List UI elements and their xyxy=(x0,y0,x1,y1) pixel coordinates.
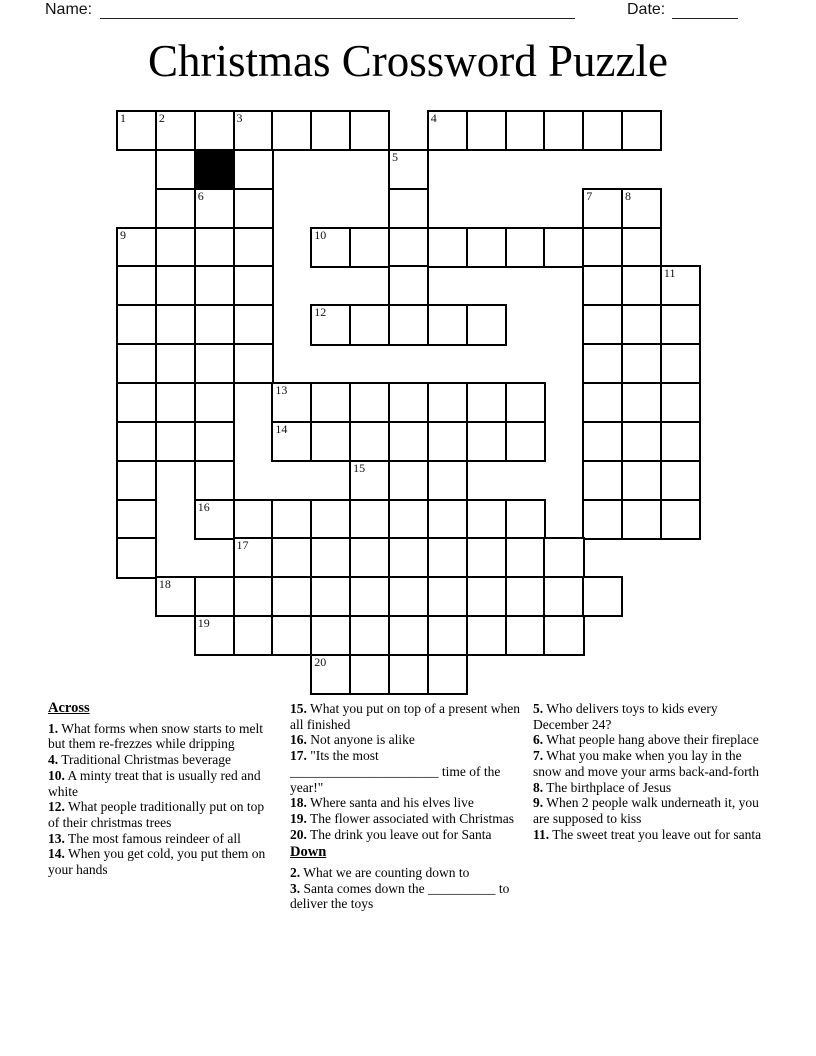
crossword-grid xyxy=(116,110,699,693)
grid-cell-r5c6[interactable] xyxy=(349,304,390,345)
clue-number-label: 17. xyxy=(290,748,307,764)
grid-cell-r10c10[interactable] xyxy=(505,499,546,540)
clue-number-label: 3. xyxy=(290,880,301,896)
clue-number-label: 11. xyxy=(533,826,550,842)
grid-cell-r5c12[interactable] xyxy=(582,304,623,345)
grid-cell-r3c8[interactable] xyxy=(427,227,468,268)
clue-across-19 xyxy=(290,811,523,827)
cell-number-2: 2 xyxy=(158,111,165,125)
grid-cell-r2c12[interactable] xyxy=(582,188,623,229)
grid-cell-r12c6[interactable] xyxy=(349,576,390,617)
clue-text: What people traditionally put on top of their christmas trees xyxy=(48,799,265,830)
clue-text: What you make when you lay in the snow and move your arms back-and-forth xyxy=(533,748,760,779)
cell-number-10: 10 xyxy=(314,227,327,242)
grid-cell-r3c1[interactable] xyxy=(155,227,196,268)
grid-cell-r5c8[interactable] xyxy=(427,304,468,345)
grid-cell-r13c10[interactable] xyxy=(505,615,546,656)
clue-down-3 xyxy=(290,881,523,912)
grid-cell-r7c7[interactable] xyxy=(388,382,429,423)
clue-across-17 xyxy=(290,748,523,795)
grid-cell-r3c7[interactable] xyxy=(388,227,429,268)
name-label: Name: xyxy=(45,1,93,18)
clue-text: What people hang above their fireplace xyxy=(543,732,759,748)
grid-cell-r14c6[interactable] xyxy=(349,654,390,695)
grid-cell-r9c2[interactable] xyxy=(194,460,235,501)
clue-number-label: 16. xyxy=(290,732,307,748)
clue-across-14 xyxy=(48,846,278,877)
grid-cell-r4c12[interactable] xyxy=(582,265,623,306)
grid-cell-r12c11[interactable] xyxy=(543,576,584,617)
clue-down-2 xyxy=(290,865,523,881)
cell-number-4: 4 xyxy=(430,111,437,125)
cell-number-20: 20 xyxy=(314,654,327,669)
grid-cell-r8c4[interactable] xyxy=(271,421,312,462)
grid-cell-r3c11[interactable] xyxy=(543,227,584,268)
grid-cell-r10c8[interactable] xyxy=(427,499,468,540)
grid-cell-r7c2[interactable] xyxy=(194,382,235,423)
grid-cell-r9c7[interactable] xyxy=(388,460,429,501)
blocked-cell-r1c2 xyxy=(194,149,235,190)
grid-cell-r1c1[interactable] xyxy=(155,149,196,190)
clue-across-10 xyxy=(48,768,278,799)
grid-cell-r12c5[interactable] xyxy=(310,576,351,617)
grid-cell-r13c7[interactable] xyxy=(388,615,429,656)
cell-number-19: 19 xyxy=(197,616,210,631)
clue-down-7 xyxy=(533,748,771,779)
grid-cell-r13c6[interactable] xyxy=(349,615,390,656)
clue-number-label: 9. xyxy=(533,795,544,811)
grid-cell-r6c2[interactable] xyxy=(194,343,235,384)
clue-text: The sweet treat you leave out for santa xyxy=(549,826,762,842)
grid-cell-r7c5[interactable] xyxy=(310,382,351,423)
grid-cell-r12c1[interactable] xyxy=(155,576,196,617)
clue-text: Where santa and his elves live xyxy=(306,795,474,811)
grid-cell-r10c13[interactable] xyxy=(621,499,662,540)
grid-cell-r3c9[interactable] xyxy=(466,227,507,268)
grid-cell-r0c5[interactable] xyxy=(310,110,351,151)
grid-cell-r0c3[interactable] xyxy=(233,110,274,151)
grid-cell-r5c13[interactable] xyxy=(621,304,662,345)
grid-cell-r10c3[interactable] xyxy=(233,499,274,540)
cell-number-11: 11 xyxy=(663,266,676,281)
grid-cell-r3c13[interactable] xyxy=(621,227,662,268)
date-label: Date: xyxy=(627,1,666,18)
cell-number-12: 12 xyxy=(314,305,327,320)
cell-number-17: 17 xyxy=(236,538,249,553)
grid-cell-r8c9[interactable] xyxy=(466,421,507,462)
grid-cell-r3c5[interactable] xyxy=(310,227,351,268)
clue-text: "Its the most ______________________ time of the year!" xyxy=(290,748,501,795)
grid-cell-r9c14[interactable] xyxy=(660,460,701,501)
grid-cell-r3c3[interactable] xyxy=(233,227,274,268)
grid-cell-r12c7[interactable] xyxy=(388,576,429,617)
grid-cell-r4c1[interactable] xyxy=(155,265,196,306)
clue-number-label: 13. xyxy=(48,830,65,846)
grid-cell-r2c7[interactable] xyxy=(388,188,429,229)
grid-cell-r12c10[interactable] xyxy=(505,576,546,617)
grid-cell-r7c1[interactable] xyxy=(155,382,196,423)
grid-cell-r3c2[interactable] xyxy=(194,227,235,268)
grid-cell-r0c8[interactable] xyxy=(427,110,468,151)
clue-number-label: 1. xyxy=(48,720,59,736)
cell-number-14: 14 xyxy=(275,421,288,436)
grid-cell-r5c7[interactable] xyxy=(388,304,429,345)
clue-number-label: 7. xyxy=(533,748,544,764)
cell-number-16: 16 xyxy=(197,499,210,514)
clue-number-label: 2. xyxy=(290,865,301,881)
grid-cell-r1c7[interactable] xyxy=(388,149,429,190)
grid-cell-r14c5[interactable] xyxy=(310,654,351,695)
grid-cell-r0c6[interactable] xyxy=(349,110,390,151)
grid-cell-r11c3[interactable] xyxy=(233,537,274,578)
clues-column-1 xyxy=(48,701,278,878)
grid-cell-r6c12[interactable] xyxy=(582,343,623,384)
grid-cell-r9c0[interactable] xyxy=(116,460,157,501)
grid-cell-r12c8[interactable] xyxy=(427,576,468,617)
grid-cell-r10c2[interactable] xyxy=(194,499,235,540)
clue-text: The most famous reindeer of all xyxy=(64,830,241,846)
grid-cell-r5c14[interactable] xyxy=(660,304,701,345)
grid-cell-r2c2[interactable] xyxy=(194,188,235,229)
grid-cell-r11c10[interactable] xyxy=(505,537,546,578)
grid-cell-r13c2[interactable] xyxy=(194,615,235,656)
clue-number-label: 19. xyxy=(290,810,307,826)
clue-across-4 xyxy=(48,752,278,768)
clue-number-label: 20. xyxy=(290,826,307,842)
grid-cell-r8c0[interactable] xyxy=(116,421,157,462)
grid-cell-r14c8[interactable] xyxy=(427,654,468,695)
clue-text: When 2 people walk underneath it, you are supposed to kiss xyxy=(533,795,759,826)
cell-number-7: 7 xyxy=(586,188,593,203)
clue-down-6 xyxy=(533,732,771,748)
grid-cell-r0c13[interactable] xyxy=(621,110,662,151)
grid-cell-r0c4[interactable] xyxy=(271,110,312,151)
clue-number-label: 8. xyxy=(533,779,544,795)
grid-cell-r8c2[interactable] xyxy=(194,421,235,462)
grid-cell-r5c3[interactable] xyxy=(233,304,274,345)
grid-cell-r6c14[interactable] xyxy=(660,343,701,384)
grid-cell-r7c8[interactable] xyxy=(427,382,468,423)
grid-cell-r0c10[interactable] xyxy=(505,110,546,151)
grid-cell-r12c4[interactable] xyxy=(271,576,312,617)
cell-number-1: 1 xyxy=(120,111,126,125)
grid-cell-r7c6[interactable] xyxy=(349,382,390,423)
grid-cell-r11c8[interactable] xyxy=(427,537,468,578)
grid-cell-r4c0[interactable] xyxy=(116,265,157,306)
clue-number-label: 18. xyxy=(290,795,307,811)
grid-cell-r10c0[interactable] xyxy=(116,499,157,540)
grid-cell-r11c9[interactable] xyxy=(466,537,507,578)
page-title: Christmas Crossword Puzzle xyxy=(148,36,668,86)
clues-column-2 xyxy=(290,701,523,912)
clue-text: A minty treat that is usually red and white xyxy=(48,767,261,799)
clue-text: The flower associated with Christmas xyxy=(306,810,514,826)
grid-cell-r10c7[interactable] xyxy=(388,499,429,540)
grid-cell-r8c8[interactable] xyxy=(427,421,468,462)
grid-cell-r4c14[interactable] xyxy=(660,265,701,306)
grid-cell-r3c0[interactable] xyxy=(116,227,157,268)
grid-cell-r8c10[interactable] xyxy=(505,421,546,462)
grid-cell-r7c14[interactable] xyxy=(660,382,701,423)
grid-cell-r12c12[interactable] xyxy=(582,576,623,617)
grid-cell-r8c13[interactable] xyxy=(621,421,662,462)
grid-cell-r5c5[interactable] xyxy=(310,304,351,345)
clue-number-label: 12. xyxy=(48,799,65,815)
grid-cell-r11c11[interactable] xyxy=(543,537,584,578)
cell-number-3: 3 xyxy=(236,111,243,125)
grid-cell-r11c6[interactable] xyxy=(349,537,390,578)
clue-across-1 xyxy=(48,721,278,752)
clue-across-18 xyxy=(290,795,523,811)
grid-cell-r13c8[interactable] xyxy=(427,615,468,656)
grid-cell-r7c0[interactable] xyxy=(116,382,157,423)
clue-down-9 xyxy=(533,795,771,826)
grid-cell-r9c6[interactable] xyxy=(349,460,390,501)
grid-cell-r8c12[interactable] xyxy=(582,421,623,462)
grid-cell-r8c5[interactable] xyxy=(310,421,351,462)
clue-text: What forms when snow starts to melt but them re-frezzes while dripping xyxy=(48,720,263,752)
clue-number-label: 14. xyxy=(48,846,65,862)
grid-cell-r0c2[interactable] xyxy=(194,110,235,151)
grid-cell-r9c8[interactable] xyxy=(427,460,468,501)
grid-cell-r10c5[interactable] xyxy=(310,499,351,540)
grid-cell-r8c6[interactable] xyxy=(349,421,390,462)
across-header: Across xyxy=(48,700,90,716)
clue-text: The drink you leave out for Santa xyxy=(306,826,492,842)
grid-cell-r3c10[interactable] xyxy=(505,227,546,268)
clue-text: Not anyone is alike xyxy=(306,732,415,748)
grid-cell-r7c12[interactable] xyxy=(582,382,623,423)
clue-text: Who delivers toys to kids every December 24? xyxy=(533,701,718,732)
clue-number-label: 4. xyxy=(48,752,59,768)
date-blank-line[interactable] xyxy=(672,2,738,19)
cell-number-15: 15 xyxy=(353,460,366,475)
grid-cell-r13c5[interactable] xyxy=(310,615,351,656)
clue-number-label: 6. xyxy=(533,732,544,748)
grid-cell-r4c3[interactable] xyxy=(233,265,274,306)
down-header: Down xyxy=(290,844,327,861)
grid-cell-r12c2[interactable] xyxy=(194,576,235,617)
grid-cell-r14c7[interactable] xyxy=(388,654,429,695)
clue-text: What you put on top of a present when all finished xyxy=(290,701,520,732)
clue-across-13 xyxy=(48,831,278,847)
grid-cell-r10c4[interactable] xyxy=(271,499,312,540)
grid-cell-r4c7[interactable] xyxy=(388,265,429,306)
grid-cell-r5c0[interactable] xyxy=(116,304,157,345)
grid-cell-r8c1[interactable] xyxy=(155,421,196,462)
grid-cell-r11c0[interactable] xyxy=(116,537,157,578)
grid-cell-r6c1[interactable] xyxy=(155,343,196,384)
clue-across-20 xyxy=(290,827,523,843)
cell-number-13: 13 xyxy=(275,382,288,397)
clue-text: The birthplace of Jesus xyxy=(543,779,672,795)
grid-cell-r4c13[interactable] xyxy=(621,265,662,306)
grid-cell-r6c3[interactable] xyxy=(233,343,274,384)
clue-number-label: 15. xyxy=(290,701,307,716)
cell-number-6: 6 xyxy=(197,188,204,203)
grid-cell-r2c3[interactable] xyxy=(233,188,274,229)
clue-number-label: 5. xyxy=(533,701,544,716)
clues-column-3 xyxy=(533,701,771,842)
grid-cell-r4c2[interactable] xyxy=(194,265,235,306)
clue-number-label: 10. xyxy=(48,767,65,783)
grid-cell-r13c3[interactable] xyxy=(233,615,274,656)
grid-cell-r12c3[interactable] xyxy=(233,576,274,617)
grid-cell-r5c1[interactable] xyxy=(155,304,196,345)
grid-cell-r7c10[interactable] xyxy=(505,382,546,423)
grid-cell-r10c14[interactable] xyxy=(660,499,701,540)
clue-down-5 xyxy=(533,701,771,732)
grid-cell-r5c9[interactable] xyxy=(466,304,507,345)
grid-cell-r10c6[interactable] xyxy=(349,499,390,540)
grid-cell-r6c13[interactable] xyxy=(621,343,662,384)
grid-cell-r0c1[interactable] xyxy=(155,110,196,151)
grid-cell-r11c7[interactable] xyxy=(388,537,429,578)
grid-cell-r7c13[interactable] xyxy=(621,382,662,423)
clue-down-8 xyxy=(533,780,771,796)
grid-cell-r0c12[interactable] xyxy=(582,110,623,151)
clue-across-15 xyxy=(290,701,523,732)
clue-down-11 xyxy=(533,827,771,843)
grid-cell-r6c0[interactable] xyxy=(116,343,157,384)
grid-cell-r1c3[interactable] xyxy=(233,149,274,190)
grid-cell-r3c12[interactable] xyxy=(582,227,623,268)
grid-cell-r8c14[interactable] xyxy=(660,421,701,462)
clue-across-12 xyxy=(48,799,278,830)
grid-cell-r0c0[interactable] xyxy=(116,110,157,151)
grid-cell-r13c11[interactable] xyxy=(543,615,584,656)
grid-cell-r13c4[interactable] xyxy=(271,615,312,656)
grid-cell-r9c12[interactable] xyxy=(582,460,623,501)
grid-cell-r13c9[interactable] xyxy=(466,615,507,656)
cell-number-5: 5 xyxy=(391,149,398,164)
grid-cell-r0c11[interactable] xyxy=(543,110,584,151)
clue-across-16 xyxy=(290,732,523,748)
grid-cell-r7c9[interactable] xyxy=(466,382,507,423)
grid-cell-r10c12[interactable] xyxy=(582,499,623,540)
grid-cell-r2c1[interactable] xyxy=(155,188,196,229)
grid-cell-r9c13[interactable] xyxy=(621,460,662,501)
grid-cell-r11c5[interactable] xyxy=(310,537,351,578)
grid-cell-r12c9[interactable] xyxy=(466,576,507,617)
grid-cell-r5c2[interactable] xyxy=(194,304,235,345)
grid-cell-r7c4[interactable] xyxy=(271,382,312,423)
clue-text: When you get cold, you put them on your hands xyxy=(48,846,266,878)
grid-cell-r11c4[interactable] xyxy=(271,537,312,578)
clue-text: Santa comes down the __________ to deliver the toys xyxy=(290,880,510,912)
cell-number-9: 9 xyxy=(120,227,126,242)
grid-cell-r3c6[interactable] xyxy=(349,227,390,268)
cell-number-18: 18 xyxy=(158,577,171,592)
grid-cell-r10c9[interactable] xyxy=(466,499,507,540)
cell-number-8: 8 xyxy=(625,188,632,203)
grid-cell-r0c9[interactable] xyxy=(466,110,507,151)
clue-text: What we are counting down to xyxy=(300,865,470,881)
grid-cell-r2c13[interactable] xyxy=(621,188,662,229)
clue-text: Traditional Christmas beverage xyxy=(58,752,231,768)
name-blank-line[interactable] xyxy=(100,2,575,19)
grid-cell-r8c7[interactable] xyxy=(388,421,429,462)
